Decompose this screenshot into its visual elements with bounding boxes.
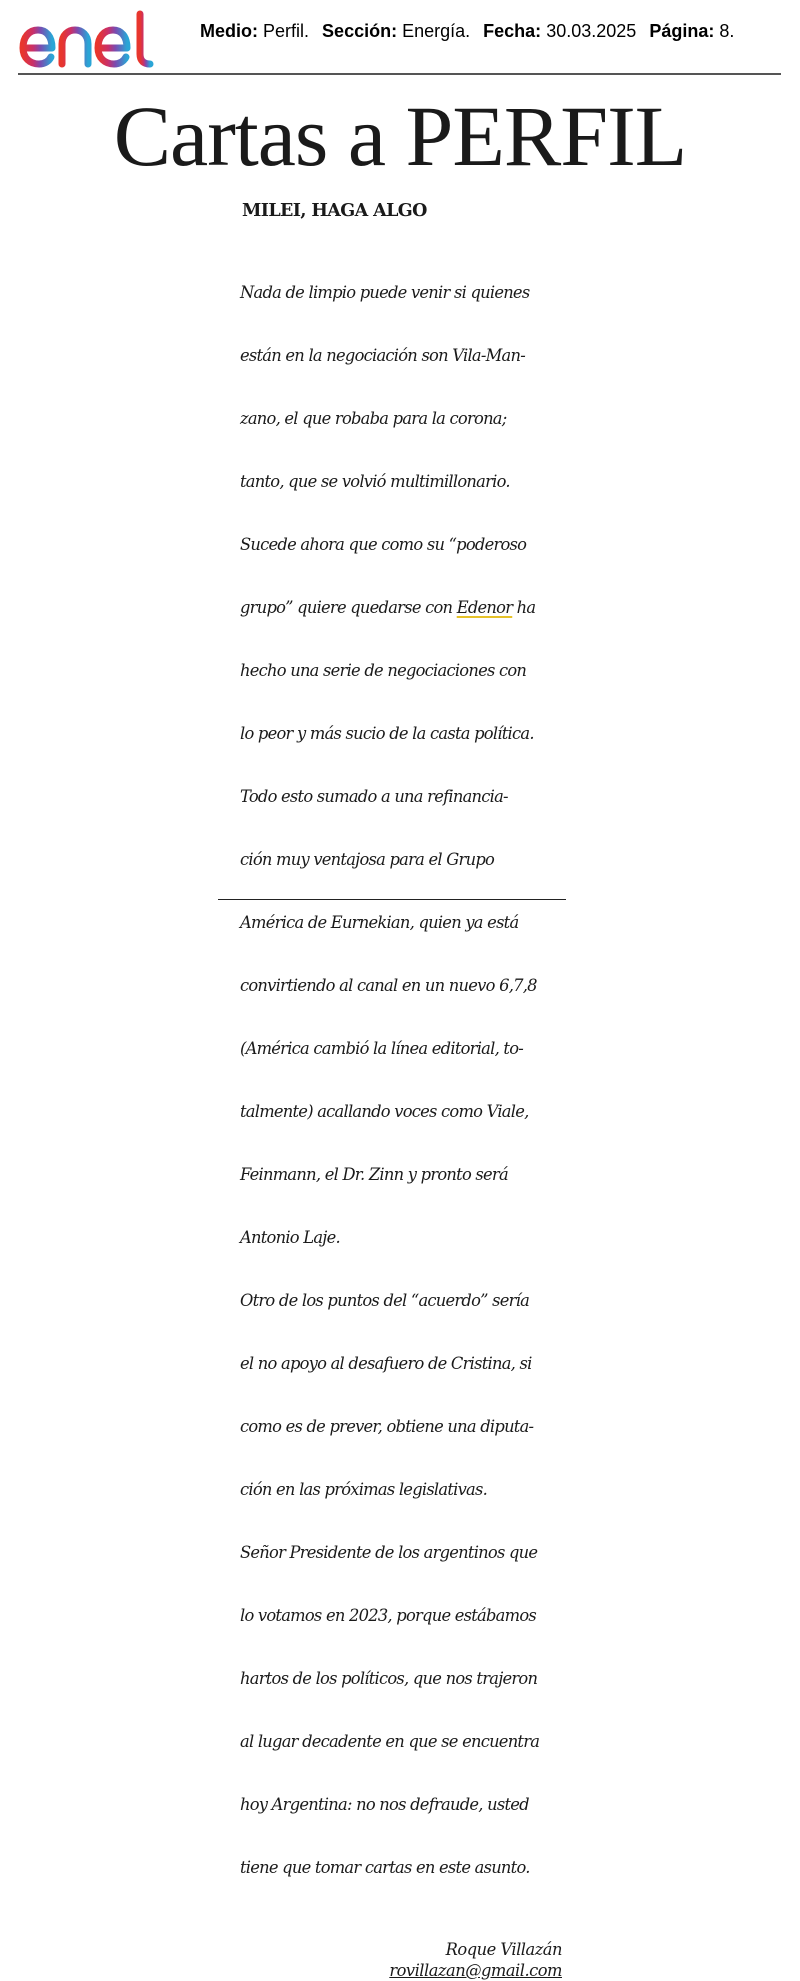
letter-end-divider	[218, 899, 566, 900]
letter-line: tanto, que se volvió multimillonario.	[240, 472, 510, 491]
article-metadata	[200, 20, 734, 42]
letter-line: talmente) acallando voces como Viale,	[240, 1102, 529, 1121]
medio-label: Medio:	[200, 21, 258, 41]
pagina-value: 8.	[719, 21, 735, 41]
letter-line: Otro de los puntos del “acuerdo” sería	[240, 1291, 530, 1310]
letter-line: el no apoyo al desafuero de Cristina, si	[240, 1354, 532, 1373]
letter-headline: MILEI, HAGA ALGO	[242, 201, 427, 221]
letter	[240, 196, 568, 1981]
letter-line: zano, el que robaba para la corona;	[240, 409, 507, 428]
seccion-value: Energía.	[402, 21, 471, 41]
letter-line: convirtiendo al canal en un nuevo 6,7,8	[240, 976, 537, 995]
letter-line: ción muy ventajosa para el Grupo	[240, 850, 495, 869]
letter-signature	[240, 1939, 562, 1981]
letter-line: están en la negociación son Vila-Man-	[240, 346, 525, 365]
letter-line: Antonio Laje.	[240, 1228, 340, 1247]
letter-line-edenor	[240, 597, 568, 618]
medio-value: Perfil.	[263, 21, 310, 41]
letter-line: (América cambió la línea editorial, to-	[240, 1039, 524, 1058]
letter-line: Nada de limpio puede venir si quienes	[240, 283, 530, 302]
letter-line: lo peor y más sucio de la casta política.	[240, 724, 534, 743]
edenor-highlight: Edenor	[456, 598, 513, 617]
letter-line: hecho una serie de negociaciones con	[240, 661, 527, 680]
letter-line: Feinmann, el Dr. Zinn y pronto será	[240, 1165, 508, 1184]
letter-line: hartos de los políticos, que nos trajeron	[240, 1669, 538, 1688]
letter-line: tiene que tomar cartas en este asunto.	[240, 1858, 530, 1877]
section-masthead: Cartas a PERFIL	[113, 88, 687, 184]
letter-line: Todo esto sumado a una refinancia-	[240, 787, 508, 806]
seccion-label: Sección:	[322, 21, 398, 41]
letter-line: al lugar decadente en que se encuentra	[240, 1732, 540, 1751]
letter-line: ción en las próximas legislativas.	[240, 1480, 488, 1499]
letter-line: Sucede ahora que como su “poderoso	[240, 535, 527, 554]
fecha-value: 30.03.2025	[546, 21, 637, 41]
header-divider	[18, 73, 781, 75]
enel-logo-icon	[16, 8, 176, 68]
letter-line: América de Eurnekian, quien ya está	[240, 913, 519, 932]
letter-body	[240, 240, 568, 1920]
letter-line: lo votamos en 2023, porque estábamos	[240, 1606, 536, 1625]
author-email: rovillazan@gmail.com	[389, 1961, 562, 1980]
letter-text: ha	[512, 598, 536, 617]
pagina-label: Página:	[649, 21, 715, 41]
fecha-label: Fecha:	[483, 21, 542, 41]
letter-line: Señor Presidente de los argentinos que	[240, 1543, 538, 1562]
letter-text: grupo” quiere quedarse con	[240, 598, 457, 617]
letter-line: hoy Argentina: no nos defraude, usted	[240, 1795, 529, 1814]
letter-line: como es de prever, obtiene una diputa-	[240, 1417, 534, 1436]
enel-logo	[16, 8, 176, 68]
author-name: Roque Villazán	[445, 1940, 562, 1959]
